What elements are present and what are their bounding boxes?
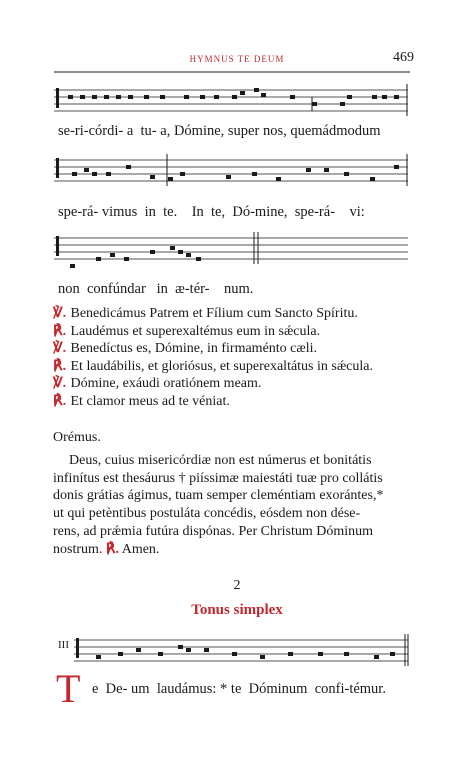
neume bbox=[116, 95, 121, 99]
neume bbox=[340, 102, 345, 106]
neume bbox=[306, 168, 311, 172]
do-clef-icon bbox=[56, 88, 59, 108]
neume bbox=[344, 172, 349, 176]
section-title: Tonus simplex bbox=[191, 602, 283, 618]
chant-staff-3 bbox=[54, 228, 408, 274]
neume bbox=[104, 95, 109, 99]
chant-staff-1 bbox=[54, 80, 408, 124]
neume bbox=[370, 177, 375, 181]
neume bbox=[252, 172, 257, 176]
neume bbox=[106, 172, 111, 176]
lyric-line-3: non confúndar in æ-tér- num. bbox=[58, 281, 254, 297]
versicle-line bbox=[53, 375, 413, 393]
neume bbox=[186, 253, 191, 257]
neume bbox=[92, 95, 97, 99]
neume bbox=[214, 95, 219, 99]
neume bbox=[126, 165, 131, 169]
page-header bbox=[0, 52, 474, 72]
neume bbox=[394, 95, 399, 99]
amen-response: Amen. bbox=[121, 541, 160, 557]
response-symbol: ℟. bbox=[105, 541, 119, 557]
response-line bbox=[53, 323, 413, 341]
versicle-symbol: ℣. bbox=[53, 341, 67, 357]
neume bbox=[124, 257, 129, 261]
response-text: Et clamor meus ad te véniat. bbox=[70, 393, 230, 409]
neume bbox=[96, 655, 101, 659]
neume bbox=[344, 652, 349, 656]
versicle-text: Benedíctus es, Dómine, in firmaménto cæli. bbox=[70, 341, 318, 357]
neume bbox=[254, 88, 259, 92]
neume bbox=[110, 253, 115, 257]
neume bbox=[290, 95, 295, 99]
neume bbox=[170, 246, 175, 250]
versicle-symbol: ℣. bbox=[53, 306, 67, 321]
versicle-text: Benedicámus Patrem et Fílium cum Sancto Spíritu. bbox=[70, 306, 358, 321]
neume bbox=[312, 102, 317, 106]
neume bbox=[204, 648, 209, 652]
neume bbox=[180, 172, 185, 176]
neume bbox=[226, 175, 231, 179]
neume bbox=[84, 168, 89, 172]
versicle-line bbox=[53, 305, 413, 323]
neume bbox=[232, 95, 237, 99]
neume bbox=[261, 93, 266, 97]
neume bbox=[136, 648, 141, 652]
neume bbox=[72, 172, 77, 176]
neume bbox=[394, 165, 399, 169]
response-line bbox=[53, 393, 413, 411]
response-text: Et laudábilis, et gloriósus, et superexaltátus in sǽcula. bbox=[70, 358, 373, 374]
neume bbox=[184, 95, 189, 99]
versicle-symbol: ℣. bbox=[53, 376, 67, 392]
neume bbox=[288, 652, 293, 656]
neume bbox=[382, 95, 387, 99]
response-symbol: ℟. bbox=[53, 358, 67, 374]
neume bbox=[372, 95, 377, 99]
neume bbox=[178, 645, 183, 649]
lyric-line-1: se-ri-córdi- a tu- a, Dómine, super nos, quemádmodum bbox=[58, 123, 381, 139]
response-text: Laudémus et superexaltémus eum in sǽcula. bbox=[70, 323, 321, 339]
neume bbox=[178, 250, 183, 254]
neume bbox=[390, 652, 395, 656]
neume bbox=[186, 648, 191, 652]
neume bbox=[347, 95, 352, 99]
lyric-line-4: e De- um laudámus: * te Dóminum confi-témur. bbox=[92, 681, 386, 697]
mode-label: III bbox=[58, 639, 69, 651]
neume bbox=[128, 95, 133, 99]
neume bbox=[374, 655, 379, 659]
section-number: 2 bbox=[233, 578, 241, 593]
neume bbox=[150, 175, 155, 179]
header-rule bbox=[54, 71, 410, 73]
page-number: 469 bbox=[393, 50, 414, 65]
neume bbox=[70, 264, 75, 268]
neume bbox=[318, 652, 323, 656]
prayer-line: rens, ad prǽmia futúra dispónas. Per Christum Dóminum bbox=[53, 523, 374, 539]
neume bbox=[200, 95, 205, 99]
neume bbox=[150, 250, 155, 254]
chant-staff-4 bbox=[74, 630, 414, 674]
neume bbox=[80, 95, 85, 99]
collect-prayer bbox=[53, 452, 406, 558]
do-clef-icon bbox=[56, 158, 59, 178]
prayer-line: infinítus est thesáurus † piíssimæ maiestáti tuæ pro collátis bbox=[53, 470, 383, 486]
response-line bbox=[53, 358, 413, 376]
chant-staff-2 bbox=[54, 150, 408, 196]
response-symbol: ℟. bbox=[53, 393, 67, 409]
prayer-line: ut qui petèntibus postuláta concédis, eósdem non dése- bbox=[53, 506, 361, 522]
neume bbox=[144, 95, 149, 99]
prayer-line: donis grátias ágimus, tuam semper cleméntiam exorántes,* bbox=[53, 488, 384, 504]
lyric-line-2: spe-rá- vimus in te. In te, Dó-mine, spe-rá- vi: bbox=[58, 204, 365, 220]
neume bbox=[92, 172, 97, 176]
prayer-line: Deus, cuius misericórdiæ non est númerus et bonitátis bbox=[69, 453, 372, 468]
oremus-heading: Orémus. bbox=[53, 430, 101, 445]
versicle-line bbox=[53, 340, 413, 358]
do-clef-icon bbox=[76, 638, 79, 658]
neume bbox=[168, 177, 173, 181]
neume bbox=[240, 91, 245, 95]
response-symbol: ℟. bbox=[53, 323, 67, 339]
prayer-line: nostrum. bbox=[53, 541, 103, 557]
do-clef-icon bbox=[56, 236, 59, 256]
neume bbox=[96, 257, 101, 261]
prayer-last-line bbox=[53, 541, 406, 559]
neume bbox=[232, 652, 237, 656]
neume bbox=[324, 168, 329, 172]
versicle-response-block bbox=[53, 305, 413, 411]
neume bbox=[260, 655, 265, 659]
neume bbox=[196, 257, 201, 261]
neume bbox=[160, 95, 165, 99]
red-initial-letter: T bbox=[56, 666, 81, 711]
running-title: HYMNUS TE DEUM bbox=[189, 54, 285, 64]
neume bbox=[118, 652, 123, 656]
versicle-text: Dómine, exáudi oratiónem meam. bbox=[70, 376, 262, 392]
neume bbox=[276, 177, 281, 181]
neume bbox=[68, 95, 73, 99]
neume bbox=[158, 652, 163, 656]
